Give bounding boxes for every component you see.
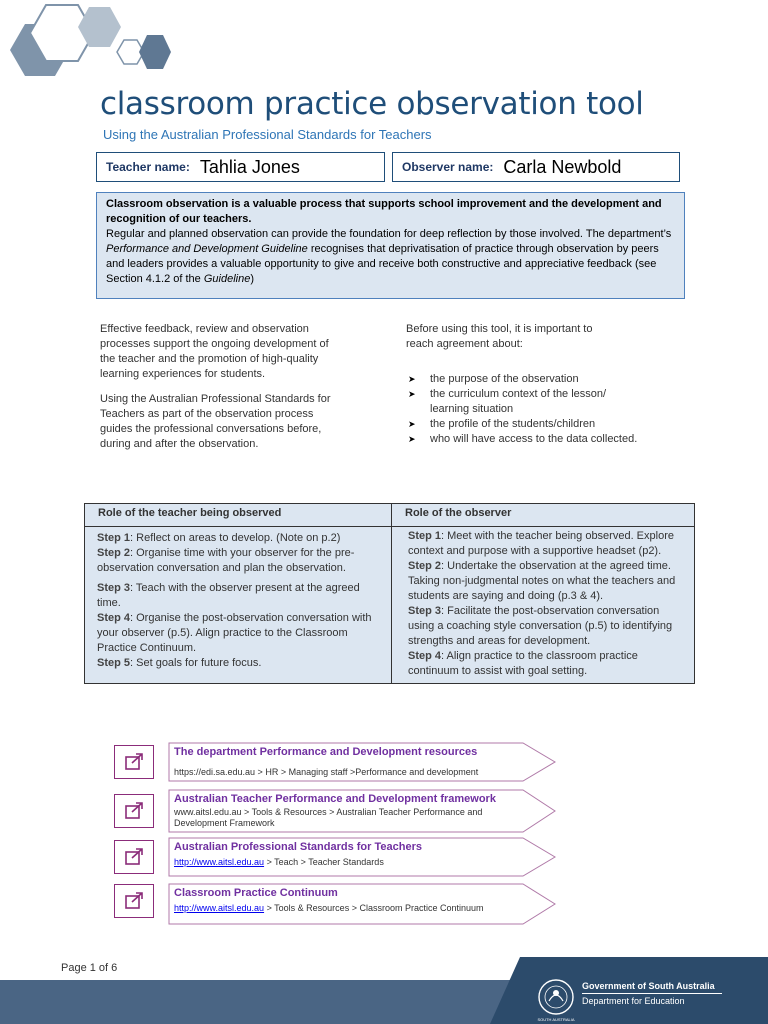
list-item: ➤ the profile of the students/children [406, 417, 656, 432]
footer-divider [582, 993, 722, 994]
resource-path: http://www.aitsl.edu.au > Tools & Resources > Classroom Practice Continuum [174, 903, 484, 913]
hexagon-small-dark [139, 35, 171, 69]
sa-crest-icon [536, 977, 576, 1017]
resource-url[interactable]: http://www.aitsl.edu.au [174, 903, 265, 913]
teacher-step: Step 5: Set goals for future focus. [97, 657, 262, 669]
observer-name-label: Observer name: [402, 160, 494, 174]
external-link-icon[interactable] [114, 794, 154, 828]
observer-name-value[interactable]: Carla Newbold [503, 156, 622, 177]
intro-box [96, 192, 685, 299]
page-number: Page 1 of 6 [61, 962, 118, 974]
resource-title: Australian Teacher Performance and Development framework [174, 793, 496, 805]
external-link-icon[interactable] [114, 840, 154, 874]
intro-text-1: Regular and planned observation can provide the foundation for deep reflection by those involved. The department’s [106, 228, 672, 240]
right-intro: Before using this tool, it is important to reach agreement about: [406, 323, 593, 350]
intro-bold-text: Classroom observation is a valuable process that supports school improvement and the development and recognition of our teachers. [106, 198, 662, 225]
resource-link[interactable] [168, 742, 558, 780]
observer-role-header: Role of the observer [392, 504, 695, 527]
resource-title: Classroom Practice Continuum [174, 887, 338, 899]
teacher-name-value[interactable]: Tahlia Jones [199, 156, 300, 177]
list-item: ➤ who will have access to the data collected. [406, 432, 656, 447]
resource-path: https://edi.sa.edu.au > HR > Managing staff >Performance and development [174, 767, 479, 777]
external-link-icon[interactable] [114, 884, 154, 918]
intro-italic-2: Guideline [203, 273, 251, 285]
left-column [100, 322, 340, 452]
observer-steps-cell [392, 527, 695, 684]
resource-title: Australian Professional Standards for Teachers [174, 841, 422, 853]
resource-path: http://www.aitsl.edu.au > Teach > Teacher Standards [174, 857, 384, 867]
intro-italic-1: Performance and Development Guideline [106, 243, 308, 255]
resource-title: The department Performance and Development resources [174, 746, 478, 758]
page-subtitle: Using the Australian Professional Standards for Teachers [103, 127, 432, 142]
observer-step: Step 3: Facilitate the post-observation conversation using a coaching style conversation (p.5) to identifying strengths and areas for development. [408, 605, 673, 647]
resource-path: www.aitsl.edu.au > Tools & Resources > Australian Teacher Performance and Development Framework [174, 807, 483, 828]
teacher-step: Step 3: Teach with the observer present at the agreed time. [97, 582, 360, 609]
observer-step: Step 1: Meet with the teacher being observed. Explore context and purpose with a supportive headset (p2). [408, 530, 674, 557]
roles-table [84, 503, 695, 684]
observer-step: Step 4: Align practice to the classroom practice continuum to assist with goal setting. [408, 650, 638, 677]
teacher-step: Step 2: Organise time with your observer for the pre-observation conversation and plan the observation. [97, 547, 355, 574]
teacher-steps-cell [85, 527, 392, 684]
intro-paragraph [106, 227, 675, 287]
right-column [406, 322, 656, 447]
crest-text: SOUTH AUSTRALIA [537, 1017, 575, 1022]
left-para-2: Using the Australian Professional Standards for Teachers as part of the observation process guides the professional conversations before, during and after the observation. [100, 393, 331, 450]
department-name: Department for Education [582, 996, 685, 1006]
teacher-name-box [96, 152, 385, 182]
page-title: classroom practice observation tool [100, 86, 644, 122]
teacher-name-label: Teacher name: [106, 160, 190, 174]
intro-text-3: ) [250, 273, 255, 285]
resource-link[interactable] [168, 883, 558, 921]
teacher-role-header: Role of the teacher being observed [85, 504, 392, 527]
observer-step: Step 2: Undertake the observation at the agreed time. Taking non-judgmental notes on what the teachers and students are saying and doing (p.3 & 4). [408, 560, 676, 602]
resource-link[interactable] [168, 789, 558, 827]
observer-name-box [392, 152, 680, 182]
gov-name: Government of South Australia [582, 981, 715, 991]
left-para-1: Effective feedback, review and observation processes support the ongoing development of the teacher and the promotion of high-quality learning experiences for students. [100, 323, 329, 380]
list-item: ➤ the curriculum context of the lesson/ learning situation [406, 387, 630, 417]
list-item: ➤ the purpose of the observation [406, 372, 656, 387]
resource-url[interactable]: http://www.aitsl.edu.au [174, 857, 265, 867]
hexagon-logo-graphic [0, 0, 190, 80]
agreement-list [406, 372, 656, 447]
external-link-icon[interactable] [114, 745, 154, 779]
intro-text-2: recognises that deprivatisation of practice through observation by peers and leaders provides a valuable opportunity to give and receive both constructive and appreciative feedback (see Section 4.1.2 of the [106, 243, 659, 285]
teacher-step: Step 4: Organise the post-observation conversation with your observer (p.5). Align practice to the Classroom Practice Continuum. [97, 612, 372, 654]
resource-link[interactable] [168, 837, 558, 875]
teacher-step: Step 1: Reflect on areas to develop. (Note on p.2) [97, 532, 341, 544]
